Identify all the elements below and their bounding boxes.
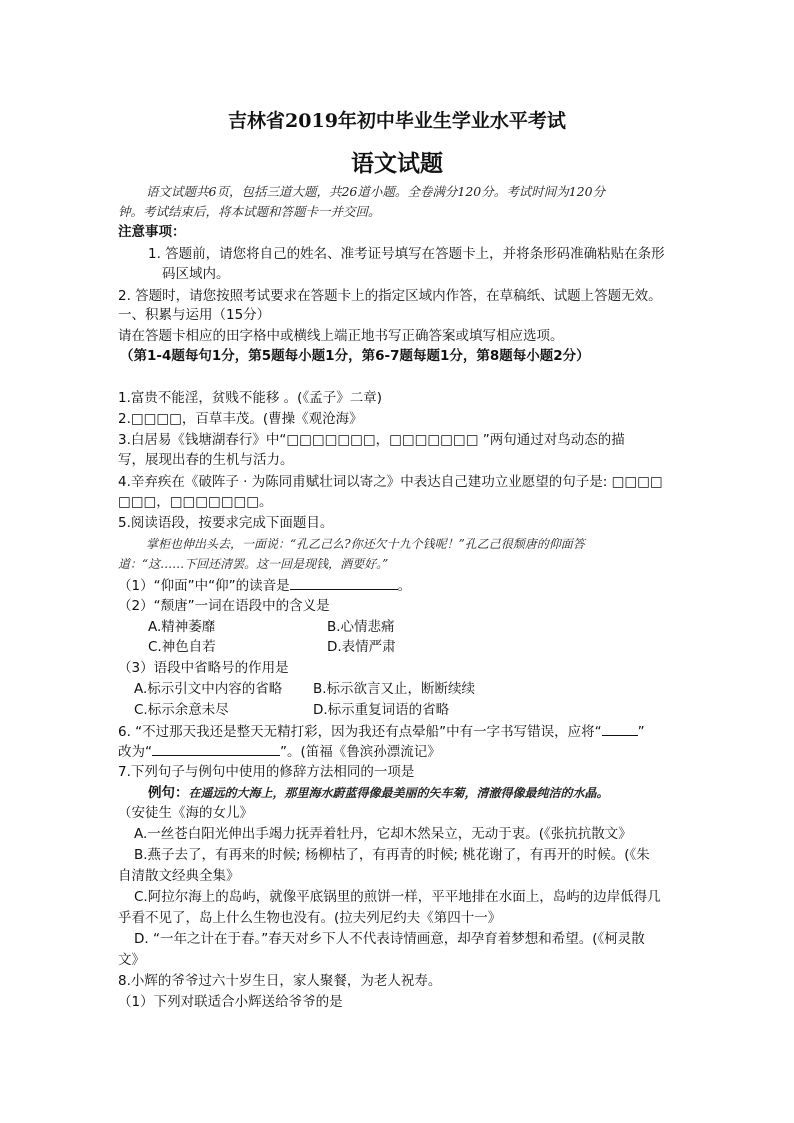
question-7: 7.下列句子与例句中使用的修辞方法相同的一项是 [118, 764, 415, 780]
section-instruction: 请在答题卡相应的田字格中或横线上端正地书写正确答案或填写相应选项。 [118, 328, 564, 344]
option-7-c: C.阿拉尔海上的岛屿，就像平底锅里的煎饼一样，平平地排在水面上，岛屿的边岸低得几 [134, 889, 661, 905]
option-7-c-cont: 乎看不见了，岛上什么生物也没有。(拉夫列尼约夫《第四十一》 [118, 910, 502, 926]
option-5-2-d: D.表情严肃 [327, 639, 396, 655]
question-6 [118, 721, 645, 742]
option-7-a: A.一丝苍白阳光伸出手竭力抚弄着牡丹，它却木然呆立，无动于衷。(《张抗抗散文》 [134, 826, 632, 842]
example-text: 在遥远的大海上，那里海水蔚蓝得像最美丽的矢车菊，清澈得像最纯洁的水晶。 [188, 786, 609, 800]
question-8: 8.小辉的爷爷过六十岁生日，家人聚餐，为老人祝寿。 [118, 973, 442, 989]
option-5-3-b: B.标示欲言又止，断断续续 [313, 681, 476, 697]
answer-blank[interactable] [290, 575, 398, 590]
question-5-1-end: 。 [397, 578, 412, 594]
question-3: 3.白居易《钱塘湖春行》中“□□□□□□□，□□□□□□□ ”两句通过对鸟动态的描 [118, 432, 625, 448]
question-5-3: （3）语段中省略号的作用是 [118, 660, 289, 676]
exam-subtitle: 语文试题 [351, 150, 443, 177]
question-5: 5.阅读语段，按要求完成下面题目。 [118, 515, 334, 531]
intro-line-2: 钟。考试结束后，将本试题和答题卡一并交回。 [118, 204, 381, 219]
option-5-2-b: B.心情悲痛 [327, 619, 395, 635]
question-3-cont: 写，展现出春的生机与活力。 [118, 452, 294, 468]
answer-blank[interactable] [152, 741, 280, 756]
notice-item-1-cont: 码区域内。 [162, 266, 230, 282]
exam-title: 吉林省2019年初中毕业生学业水平考试 [228, 110, 566, 132]
notice-item-1: 1. 答题前，请您将自己的姓名、准考证号填写在答题卡上，并将条形码准确粘贴在条形 [148, 246, 665, 262]
section-heading: 一、积累与运用（15分） [118, 307, 271, 323]
question-6-quote-end: ” [637, 724, 645, 740]
option-5-2-a: A.精神萎靡 [148, 619, 216, 635]
notice-heading: 注意事项： [118, 224, 186, 240]
question-5-1-text: （1）“仰面”中“仰”的读音是 [118, 578, 290, 594]
question-5-2: （2）“颓唐”一词在语段中的含义是 [118, 598, 330, 614]
notice-item-2: 2. 答题时，请您按照考试要求在答题卡上的指定区域内作答，在草稿纸、试题上答题无效。 [118, 288, 662, 304]
question-5-1 [118, 575, 411, 596]
question-2: 2.□□□□，百草丰茂。(曹操《观沧海》 [118, 411, 363, 427]
question-7-example [148, 783, 609, 803]
question-6-cont [118, 741, 441, 762]
question-6-source: ”。(笛福《鲁滨孙漂流记》 [280, 744, 441, 760]
option-5-3-d: D.标示重复词语的省略 [313, 702, 450, 718]
option-7-b-cont: 自清散文经典全集》 [118, 868, 240, 884]
question-8-1: （1）下列对联适合小辉送给爷爷的是 [118, 994, 343, 1010]
question-7-example-source: （安徒生《海的女儿》 [118, 805, 253, 821]
option-5-2-c: C.神色自若 [148, 639, 216, 655]
question-4: 4.辛弃疾在《破阵子 · 为陈同甫赋壮词以寄之》中表达自己建功立业愿望的句子是: □□□□ [118, 474, 663, 490]
answer-blank[interactable] [602, 721, 638, 736]
question-6-cont-text: 改为“ [118, 744, 152, 760]
option-5-3-a: A.标示引文中内容的省略 [134, 681, 283, 697]
question-4-cont: □□□，□□□□□□□。 [118, 494, 273, 510]
option-7-d: D. “一年之计在于春。”春天对乡下人不代表诗情画意，却孕育着梦想和希望。(《柯灵散 [134, 931, 645, 947]
passage-line-1: 掌柜也伸出头去，一面说：“孔乙己么?你还欠十九个钱呢！”孔乙己很颓唐的仰面答 [146, 537, 585, 551]
intro-line-1: 语文试题共6页，包括三道大题，共26道小题。全卷满分120分。考试时间为120分 [146, 184, 606, 199]
passage-line-2: 道：“这……下回还清罢。这一回是现钱，酒要好。” [118, 557, 389, 571]
question-1: 1.富贵不能淫，贫贱不能移 。(《孟子》二章) [118, 390, 382, 406]
option-7-b: B.燕子去了，有再来的时候; 杨柳枯了，有再青的时候; 桃花谢了，有再开的时候。(《朱 [134, 847, 650, 863]
option-5-3-c: C.标示余意未尽 [134, 702, 229, 718]
option-7-d-cont: 文》 [118, 952, 145, 968]
question-6-text: 6. “不过那天我还是整天无精打彩，因为我还有点晕船”中有一字书写错误，应将“ [118, 724, 602, 740]
example-label: 例句： [148, 785, 189, 801]
section-scoring: （第1-4题每句1分，第5题每小题1分，第6-7题每题1分，第8题每小题2分） [120, 348, 590, 364]
